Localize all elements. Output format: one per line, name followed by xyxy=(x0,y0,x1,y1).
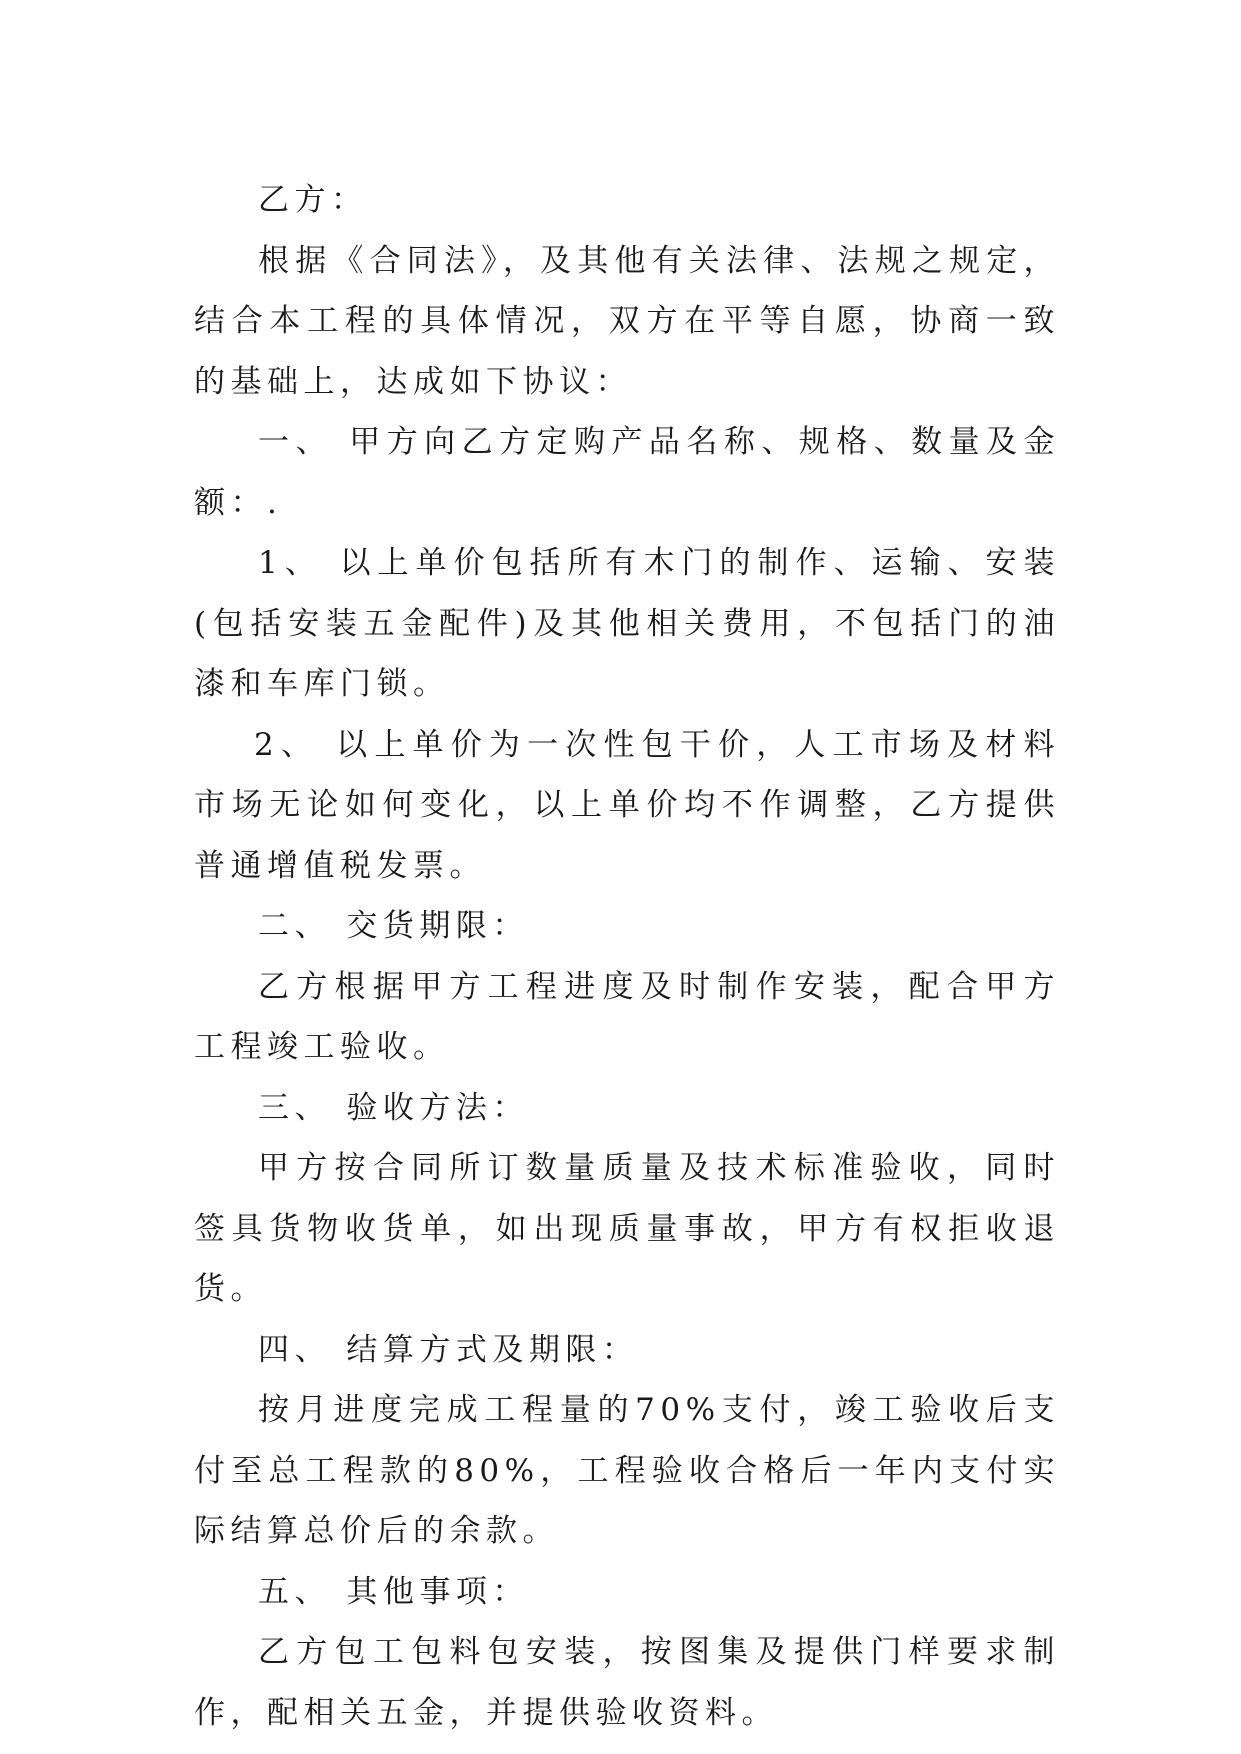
section-2-heading: 二、 交货期限： xyxy=(258,908,529,944)
clause-1-2: 2、 以上单价为一次性包干价，人工市场及材料市场无论如何变化，以上单价均不作调整，乙方提供普通增值税发票。 xyxy=(194,726,1060,884)
section-4-heading: 四、 结算方式及期限： xyxy=(258,1331,639,1368)
section-2-body: 乙方根据甲方工程进度及时制作安装，配合甲方工程竣工验收。 xyxy=(194,968,1060,1065)
section-5-body: 乙方包工包料包安装，按图集及提供门样要求制作，配相关五金，并提供验收资料。 xyxy=(194,1634,1060,1731)
section-4-body: 按月进度完成工程量的70%支付，竣工验收后支付至总工程款的80%，工程验收合格后一年内支付实际结算总价后的余款。 xyxy=(194,1392,1060,1549)
clause-1-1: 1、 以上单价包括所有木门的制作、运输、安装(包括安装五金配件)及其他相关费用，不包括门的油漆和车库门锁。 xyxy=(194,545,1060,702)
party-b-label: 乙方： xyxy=(258,182,368,218)
section-3-heading: 三、 验收方法： xyxy=(258,1089,529,1126)
document-body xyxy=(194,170,1060,1743)
section-1-heading: 一、 甲方向乙方定购产品名称、规格、数量及金额：. xyxy=(194,424,1060,521)
preamble-paragraph: 根据《合同法》，及其他有关法律、法规之规定，结合本工程的具体情况，双方在平等自愿，协商一致的基础上，达成如下协议： xyxy=(194,242,1060,400)
section-3-body: 甲方按合同所订数量质量及技术标准验收，同时签具货物收货单，如出现质量事故，甲方有权拒收退货。 xyxy=(194,1150,1060,1307)
section-5-heading: 五、 其他事项： xyxy=(258,1573,529,1610)
